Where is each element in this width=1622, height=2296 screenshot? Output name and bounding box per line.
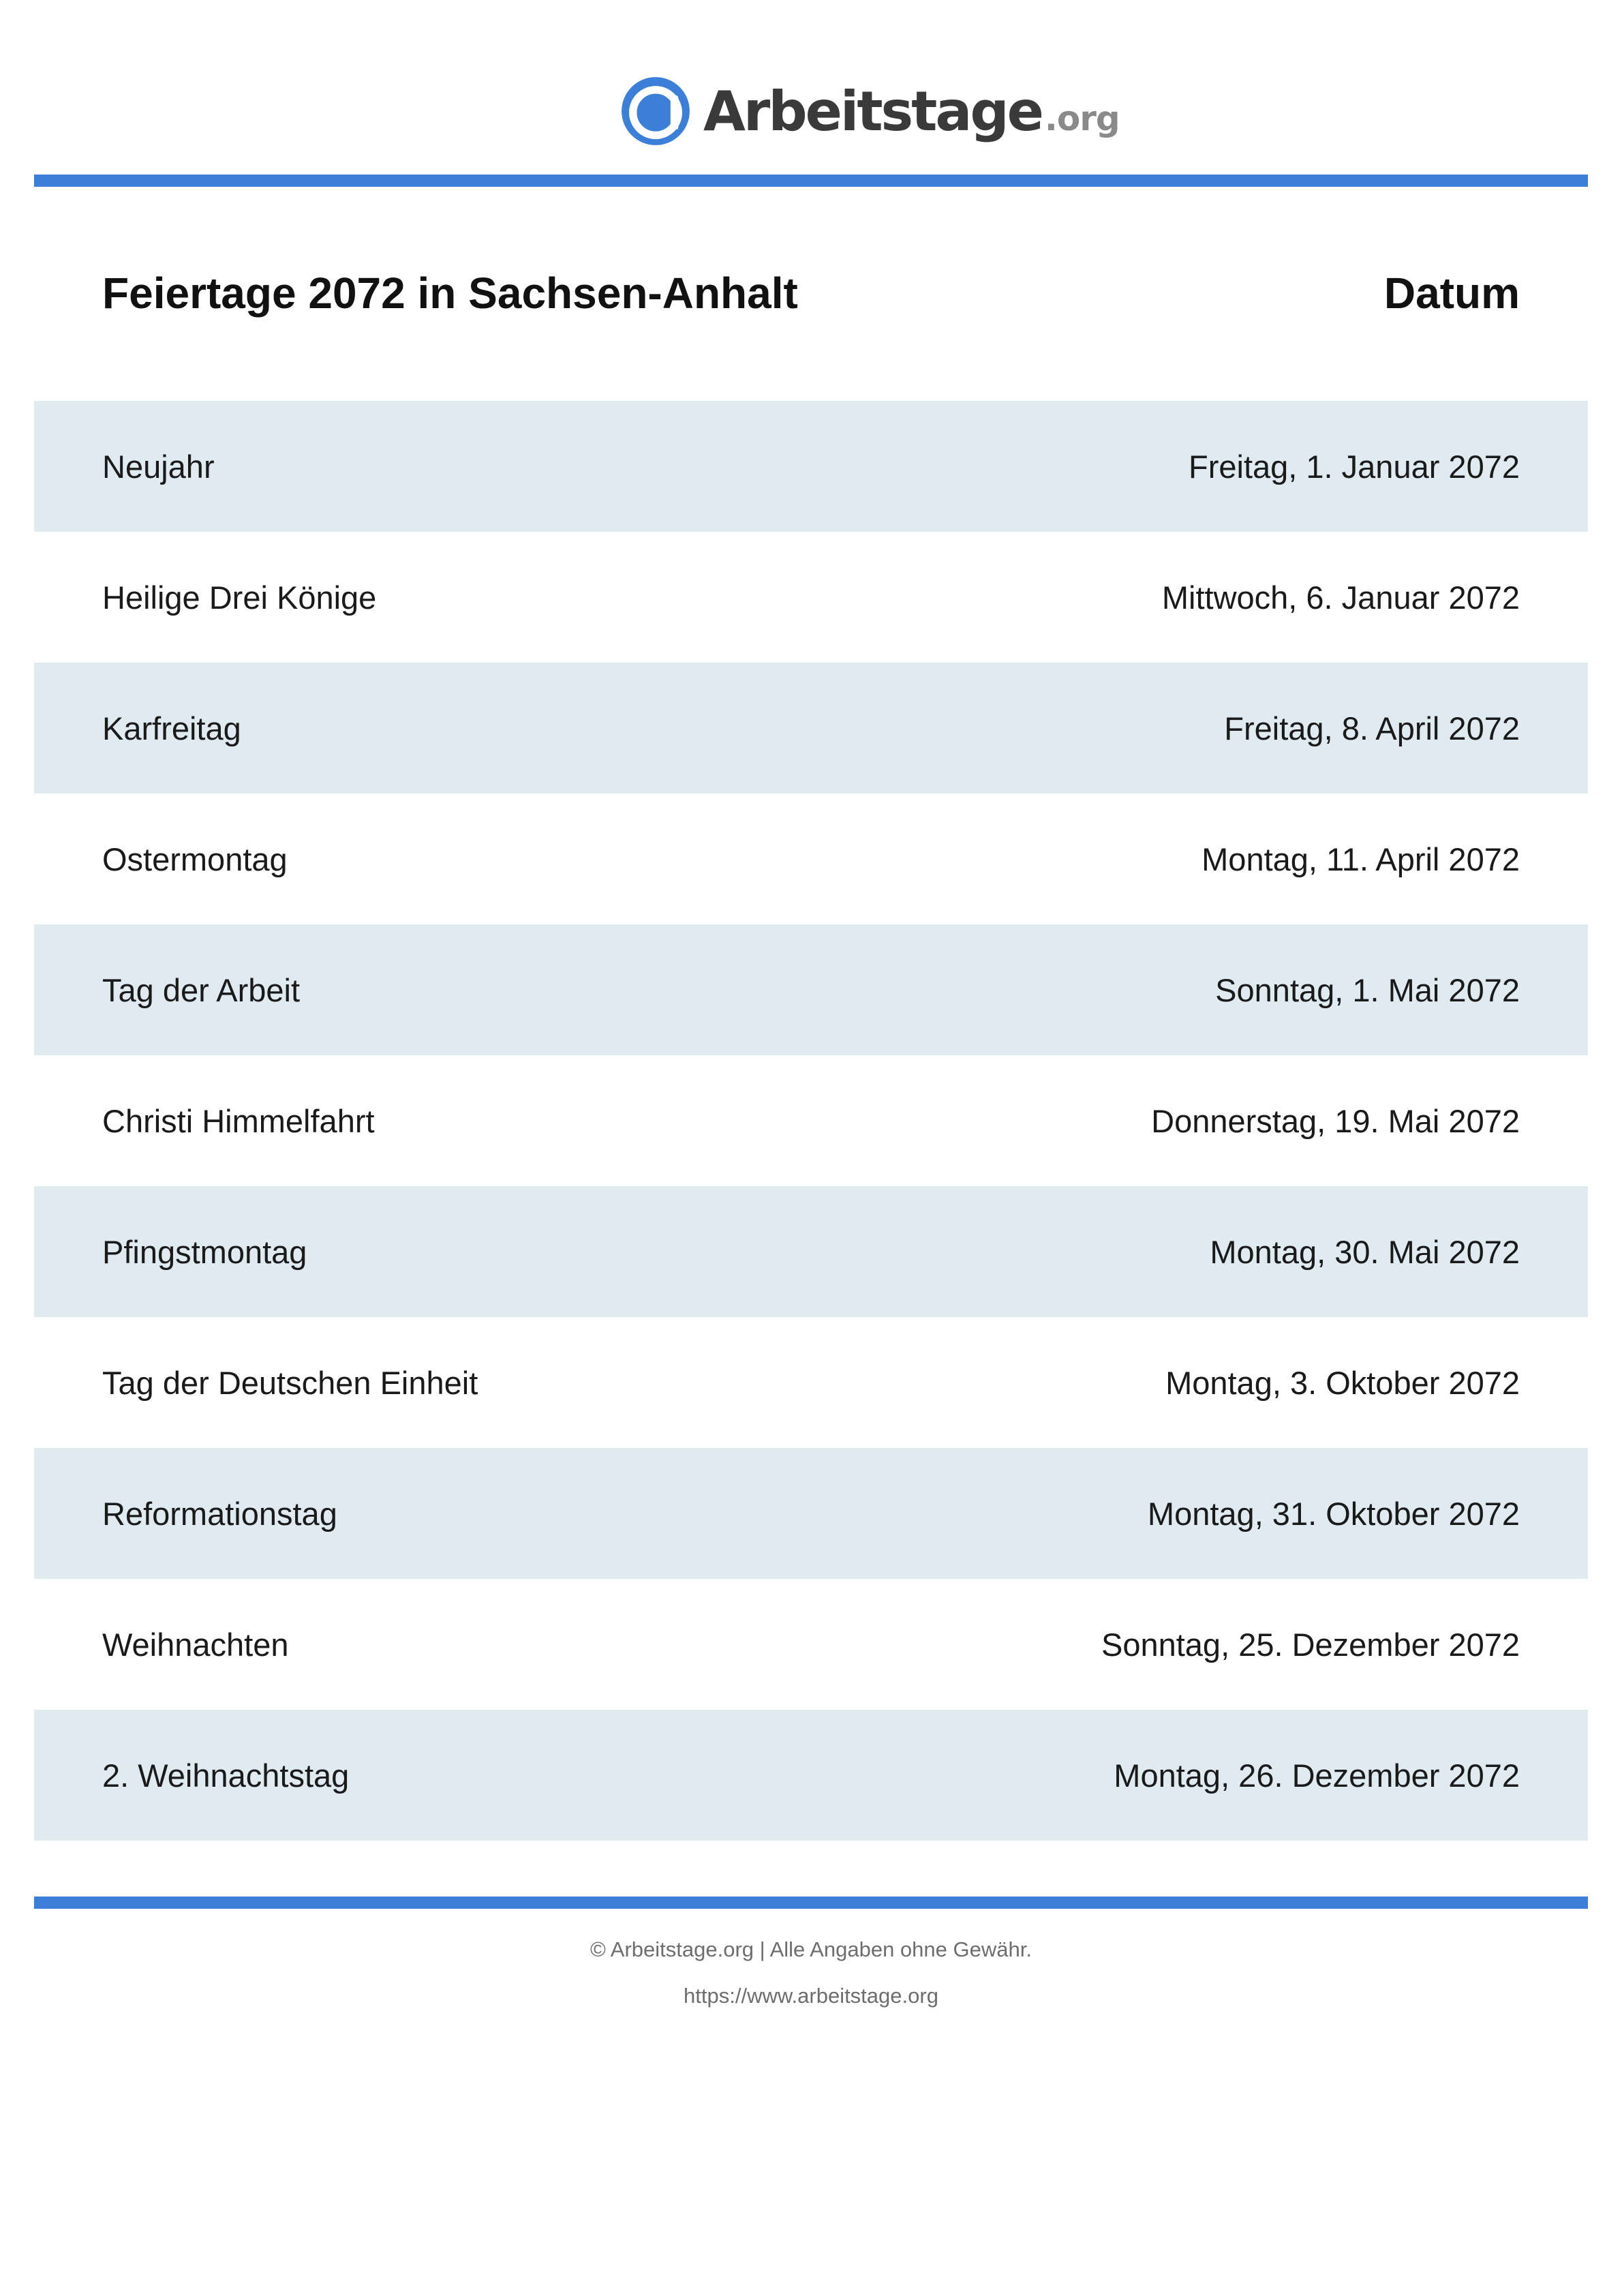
holiday-name: Pfingstmontag <box>102 1233 307 1270</box>
holiday-name: Heilige Drei Könige <box>102 579 377 616</box>
brand-logo[interactable] <box>620 74 1120 149</box>
table-row <box>34 924 1588 1055</box>
holiday-date: Freitag, 1. Januar 2072 <box>1189 448 1520 485</box>
table-row <box>34 1317 1588 1448</box>
holiday-date: Montag, 3. Oktober 2072 <box>1165 1364 1520 1401</box>
holiday-date: Mittwoch, 6. Januar 2072 <box>1161 579 1520 616</box>
footer-copyright: © Arbeitstage.org | Alle Angaben ohne Gewähr. <box>590 1937 1032 1961</box>
holiday-date: Montag, 26. Dezember 2072 <box>1114 1757 1520 1794</box>
table-row <box>34 401 1588 532</box>
holiday-date: Freitag, 8. April 2072 <box>1224 710 1520 746</box>
holiday-name: Weihnachten <box>102 1626 289 1663</box>
holiday-date: Montag, 31. Oktober 2072 <box>1147 1495 1520 1532</box>
table-header <box>102 259 1520 327</box>
bottom-divider <box>34 1897 1588 1909</box>
table-row <box>34 1448 1588 1579</box>
page-footer <box>0 1929 1622 2022</box>
holiday-name: Neujahr <box>102 448 215 485</box>
date-column-header: Datum <box>1383 269 1520 318</box>
holiday-name: Christi Himmelfahrt <box>102 1102 375 1139</box>
holiday-date: Montag, 11. April 2072 <box>1202 841 1520 877</box>
holiday-date: Montag, 30. Mai 2072 <box>1210 1233 1520 1270</box>
table-row <box>34 532 1588 663</box>
top-divider <box>34 175 1588 187</box>
holiday-name: Reformationstag <box>102 1495 337 1532</box>
table-row <box>34 663 1588 794</box>
holiday-name: Ostermontag <box>102 841 288 877</box>
brand-name: Arbeitstage <box>703 79 1042 143</box>
table-row <box>34 1055 1588 1186</box>
table-row <box>34 1710 1588 1841</box>
brand-tld: .org <box>1044 98 1120 138</box>
brand-wordmark <box>703 80 1120 143</box>
at-sign-icon <box>620 76 691 147</box>
holiday-name: Tag der Arbeit <box>102 971 301 1008</box>
table-row <box>34 794 1588 924</box>
holiday-name: Tag der Deutschen Einheit <box>102 1364 478 1401</box>
page-title: Feiertage 2072 in Sachsen-Anhalt <box>102 269 798 318</box>
holiday-date: Sonntag, 1. Mai 2072 <box>1215 971 1520 1008</box>
table-row <box>34 1186 1588 1317</box>
holiday-date: Sonntag, 25. Dezember 2072 <box>1101 1626 1520 1663</box>
holiday-name: 2. Weihnachtstag <box>102 1757 350 1794</box>
page-header <box>0 0 1622 177</box>
table-row <box>34 1579 1588 1710</box>
footer-url[interactable]: https://www.arbeitstage.org <box>684 1984 938 2008</box>
holiday-name: Karfreitag <box>102 710 241 746</box>
holiday-date: Donnerstag, 19. Mai 2072 <box>1151 1102 1520 1139</box>
holiday-table <box>34 401 1588 1841</box>
